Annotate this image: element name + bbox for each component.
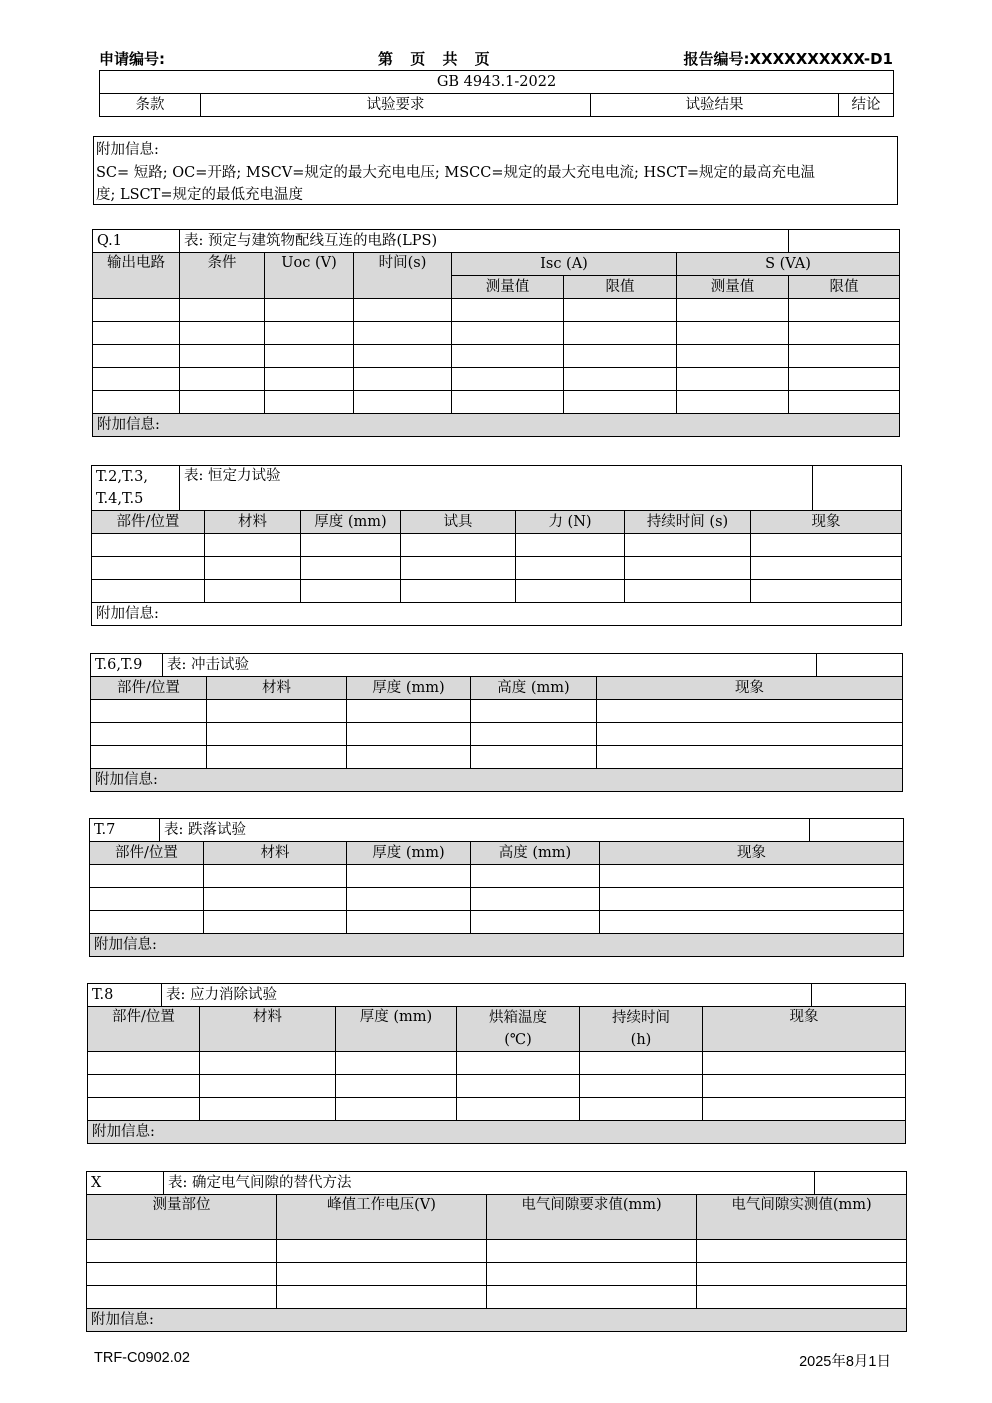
empty-cell xyxy=(347,746,471,769)
t6-body xyxy=(91,700,903,769)
table-t2-clause-line1: T.2,T.3, xyxy=(96,469,148,485)
empty-cell xyxy=(625,557,751,580)
table-row xyxy=(88,1075,906,1098)
table-t7 xyxy=(89,818,904,957)
empty-cell xyxy=(564,368,677,391)
table-t8-verdict xyxy=(812,984,906,1007)
t6-col-1: 材料 xyxy=(207,677,347,700)
empty-cell xyxy=(597,700,903,723)
empty-cell xyxy=(751,534,902,557)
table-row xyxy=(91,723,903,746)
t8-col-0: 部件/位置 xyxy=(88,1007,200,1052)
t7-col-2: 厚度 (mm) xyxy=(347,842,471,865)
empty-cell xyxy=(207,700,347,723)
table-row xyxy=(91,700,903,723)
table-t7-clause: T.7 xyxy=(90,819,160,842)
t8-additional-info: 附加信息: xyxy=(88,1121,906,1144)
table-row xyxy=(93,368,900,391)
empty-cell xyxy=(487,1263,697,1286)
empty-cell xyxy=(90,911,204,934)
t8-col-5: 现象 xyxy=(703,1007,906,1052)
empty-cell xyxy=(580,1075,703,1098)
empty-cell xyxy=(564,322,677,345)
table-row xyxy=(93,299,900,322)
empty-cell xyxy=(600,911,904,934)
t6-col-3: 高度 (mm) xyxy=(471,677,597,700)
empty-cell xyxy=(90,888,204,911)
table-t6-clause: T.6,T.9 xyxy=(91,654,163,677)
empty-cell xyxy=(200,1098,336,1121)
table-t2-verdict xyxy=(813,466,902,511)
t2-col-3: 试具 xyxy=(401,511,516,534)
empty-cell xyxy=(207,723,347,746)
empty-cell xyxy=(452,299,564,322)
empty-cell xyxy=(401,534,516,557)
col-requirement: 试验要求 xyxy=(201,94,591,117)
empty-cell xyxy=(265,322,354,345)
table-row xyxy=(90,911,904,934)
empty-cell xyxy=(204,911,347,934)
header-table xyxy=(99,70,894,117)
empty-cell xyxy=(88,1052,200,1075)
empty-cell xyxy=(597,723,903,746)
empty-cell xyxy=(180,345,265,368)
empty-cell xyxy=(597,746,903,769)
table-t2-clause-line2: T.4,T.5 xyxy=(96,491,144,507)
q1-col-uoc: Uoc (V) xyxy=(265,253,354,299)
table-row xyxy=(88,1098,906,1121)
empty-cell xyxy=(580,1098,703,1121)
empty-cell xyxy=(277,1263,487,1286)
empty-cell xyxy=(703,1075,906,1098)
x-body xyxy=(87,1240,907,1309)
empty-cell xyxy=(204,865,347,888)
empty-cell xyxy=(354,299,452,322)
application-no-label: 申请编号: xyxy=(99,50,165,68)
empty-cell xyxy=(347,700,471,723)
q1-col-output: 输出电路 xyxy=(93,253,180,299)
t2-col-2: 厚度 (mm) xyxy=(301,511,401,534)
table-row xyxy=(87,1263,907,1286)
standard-number: GB 4943.1-2022 xyxy=(100,71,894,94)
footer-date: 2025年8月1日 xyxy=(799,1354,891,1370)
t8-col-3-unit: (℃) xyxy=(504,1032,532,1048)
info-box-line1: SC= 短路; OC=开路; MSCV=规定的最大充电电压; MSCC=规定的最大充电电流; HSCT=规定的最高充电温 xyxy=(96,164,816,181)
t2-body xyxy=(92,534,902,603)
empty-cell xyxy=(789,391,900,414)
x-col-1: 峰值工作电压(V) xyxy=(277,1195,487,1240)
empty-cell xyxy=(204,888,347,911)
q1-body xyxy=(93,299,900,414)
empty-cell xyxy=(354,391,452,414)
empty-cell xyxy=(265,368,354,391)
t7-col-0: 部件/位置 xyxy=(90,842,204,865)
table-t8-title: 表: 应力消除试验 xyxy=(162,984,812,1007)
q1-col-isc: Isc (A) xyxy=(452,253,677,276)
empty-cell xyxy=(180,391,265,414)
empty-cell xyxy=(200,1075,336,1098)
table-t2 xyxy=(91,465,902,626)
q1-col-time: 时间(s) xyxy=(354,253,452,299)
t2-col-6: 现象 xyxy=(751,511,902,534)
t2-col-4: 力 (N) xyxy=(516,511,625,534)
t2-additional-info: 附加信息: xyxy=(92,603,902,626)
q1-isc-limit: 限值 xyxy=(564,276,677,299)
empty-cell xyxy=(703,1052,906,1075)
x-col-3: 电气间隙实测值(mm) xyxy=(697,1195,907,1240)
form-number: TRF-C0902.02 xyxy=(94,1350,190,1366)
empty-cell xyxy=(471,911,600,934)
table-row xyxy=(88,1052,906,1075)
q1-s-limit: 限值 xyxy=(789,276,900,299)
table-row xyxy=(87,1240,907,1263)
empty-cell xyxy=(91,700,207,723)
empty-cell xyxy=(697,1240,907,1263)
empty-cell xyxy=(91,746,207,769)
empty-cell xyxy=(487,1286,697,1309)
empty-cell xyxy=(751,580,902,603)
empty-cell xyxy=(347,888,471,911)
table-x xyxy=(86,1171,907,1332)
col-clause: 条款 xyxy=(100,94,201,117)
t8-col-3-label: 烘箱温度 xyxy=(489,1010,547,1026)
table-t8-clause: T.8 xyxy=(88,984,162,1007)
table-t2-title: 表: 恒定力试验 xyxy=(180,466,813,511)
q1-col-s: S (VA) xyxy=(677,253,900,276)
empty-cell xyxy=(301,534,401,557)
t2-col-5: 持续时间 (s) xyxy=(625,511,751,534)
empty-cell xyxy=(92,557,205,580)
empty-cell xyxy=(88,1075,200,1098)
empty-cell xyxy=(180,322,265,345)
empty-cell xyxy=(789,299,900,322)
empty-cell xyxy=(87,1263,277,1286)
q1-s-measured: 测量值 xyxy=(677,276,789,299)
empty-cell xyxy=(93,345,180,368)
t7-body xyxy=(90,865,904,934)
empty-cell xyxy=(487,1240,697,1263)
empty-cell xyxy=(564,391,677,414)
empty-cell xyxy=(301,580,401,603)
empty-cell xyxy=(677,368,789,391)
empty-cell xyxy=(580,1052,703,1075)
empty-cell xyxy=(205,580,301,603)
t8-col-4 xyxy=(580,1007,703,1052)
empty-cell xyxy=(471,746,597,769)
q1-isc-measured: 测量值 xyxy=(452,276,564,299)
table-t6-title: 表: 冲击试验 xyxy=(163,654,817,677)
info-box-line2: 度; LSCT=规定的最低充电温度 xyxy=(96,187,303,203)
empty-cell xyxy=(677,322,789,345)
empty-cell xyxy=(205,557,301,580)
table-row xyxy=(91,746,903,769)
empty-cell xyxy=(207,746,347,769)
q1-additional-info: 附加信息: xyxy=(93,414,900,437)
empty-cell xyxy=(789,345,900,368)
table-t7-verdict xyxy=(810,819,904,842)
empty-cell xyxy=(354,368,452,391)
empty-cell xyxy=(336,1098,457,1121)
empty-cell xyxy=(354,322,452,345)
empty-cell xyxy=(336,1075,457,1098)
empty-cell xyxy=(93,391,180,414)
t6-col-4: 现象 xyxy=(597,677,903,700)
empty-cell xyxy=(180,368,265,391)
table-x-verdict xyxy=(815,1172,907,1195)
table-x-clause: X xyxy=(87,1172,164,1195)
table-row xyxy=(92,580,902,603)
table-t2-clause xyxy=(92,466,180,511)
empty-cell xyxy=(265,391,354,414)
table-t7-title: 表: 跌落试验 xyxy=(160,819,810,842)
empty-cell xyxy=(452,391,564,414)
empty-cell xyxy=(347,723,471,746)
empty-cell xyxy=(205,534,301,557)
report-no: 报告编号:XXXXXXXXXX-D1 xyxy=(683,50,893,68)
empty-cell xyxy=(625,580,751,603)
t8-col-4-label: 持续时间 xyxy=(612,1010,670,1026)
empty-cell xyxy=(677,391,789,414)
table-x-title: 表: 确定电气间隙的替代方法 xyxy=(164,1172,815,1195)
empty-cell xyxy=(93,299,180,322)
t8-body xyxy=(88,1052,906,1121)
table-row xyxy=(90,865,904,888)
empty-cell xyxy=(457,1098,580,1121)
t7-additional-info: 附加信息: xyxy=(90,934,904,957)
empty-cell xyxy=(200,1052,336,1075)
empty-cell xyxy=(516,534,625,557)
table-row xyxy=(93,345,900,368)
t2-col-1: 材料 xyxy=(205,511,301,534)
x-col-0: 测量部位 xyxy=(87,1195,277,1240)
x-col-2: 电气间隙要求值(mm) xyxy=(487,1195,697,1240)
empty-cell xyxy=(87,1286,277,1309)
empty-cell xyxy=(697,1286,907,1309)
empty-cell xyxy=(90,865,204,888)
empty-cell xyxy=(564,345,677,368)
t2-col-0: 部件/位置 xyxy=(92,511,205,534)
empty-cell xyxy=(600,865,904,888)
q1-col-condition: 条件 xyxy=(180,253,265,299)
empty-cell xyxy=(347,911,471,934)
table-row xyxy=(93,391,900,414)
empty-cell xyxy=(265,299,354,322)
table-t6 xyxy=(90,653,903,792)
empty-cell xyxy=(600,888,904,911)
empty-cell xyxy=(401,580,516,603)
empty-cell xyxy=(92,534,205,557)
empty-cell xyxy=(93,368,180,391)
empty-cell xyxy=(516,580,625,603)
empty-cell xyxy=(697,1263,907,1286)
empty-cell xyxy=(452,345,564,368)
info-box-title: 附加信息: xyxy=(96,142,159,158)
empty-cell xyxy=(87,1240,277,1263)
table-row xyxy=(90,888,904,911)
empty-cell xyxy=(457,1052,580,1075)
empty-cell xyxy=(336,1052,457,1075)
empty-cell xyxy=(564,299,677,322)
table-q1-clause: Q.1 xyxy=(93,230,180,253)
empty-cell xyxy=(401,557,516,580)
empty-cell xyxy=(277,1240,487,1263)
empty-cell xyxy=(677,345,789,368)
table-row xyxy=(93,322,900,345)
empty-cell xyxy=(301,557,401,580)
empty-cell xyxy=(93,322,180,345)
empty-cell xyxy=(471,888,600,911)
empty-cell xyxy=(751,557,902,580)
table-t8 xyxy=(87,983,906,1144)
t6-additional-info: 附加信息: xyxy=(91,769,903,792)
t7-col-4: 现象 xyxy=(600,842,904,865)
empty-cell xyxy=(452,322,564,345)
info-box xyxy=(93,136,898,205)
t8-col-4-unit: (h) xyxy=(630,1032,652,1048)
col-verdict: 结论 xyxy=(839,94,894,117)
empty-cell xyxy=(703,1098,906,1121)
col-result: 试验结果 xyxy=(591,94,839,117)
empty-cell xyxy=(457,1075,580,1098)
t8-col-1: 材料 xyxy=(200,1007,336,1052)
t7-col-3: 高度 (mm) xyxy=(471,842,600,865)
t8-col-2: 厚度 (mm) xyxy=(336,1007,457,1052)
empty-cell xyxy=(677,299,789,322)
empty-cell xyxy=(354,345,452,368)
empty-cell xyxy=(91,723,207,746)
table-row xyxy=(92,534,902,557)
table-row xyxy=(92,557,902,580)
x-additional-info: 附加信息: xyxy=(87,1309,907,1332)
table-q1-verdict xyxy=(789,230,900,253)
empty-cell xyxy=(625,534,751,557)
empty-cell xyxy=(277,1286,487,1309)
empty-cell xyxy=(516,557,625,580)
empty-cell xyxy=(789,368,900,391)
empty-cell xyxy=(265,345,354,368)
empty-cell xyxy=(88,1098,200,1121)
table-q1-title: 表: 预定与建筑物配线互连的电路(LPS) xyxy=(180,230,789,253)
page-info: 第 页 共 页 xyxy=(378,50,496,68)
empty-cell xyxy=(471,723,597,746)
t6-col-0: 部件/位置 xyxy=(91,677,207,700)
t8-col-3 xyxy=(457,1007,580,1052)
empty-cell xyxy=(347,865,471,888)
table-q1 xyxy=(92,229,900,437)
empty-cell xyxy=(471,700,597,723)
table-row xyxy=(87,1286,907,1309)
table-t6-verdict xyxy=(817,654,903,677)
t6-col-2: 厚度 (mm) xyxy=(347,677,471,700)
empty-cell xyxy=(789,322,900,345)
empty-cell xyxy=(452,368,564,391)
t7-col-1: 材料 xyxy=(204,842,347,865)
empty-cell xyxy=(92,580,205,603)
empty-cell xyxy=(180,299,265,322)
empty-cell xyxy=(471,865,600,888)
